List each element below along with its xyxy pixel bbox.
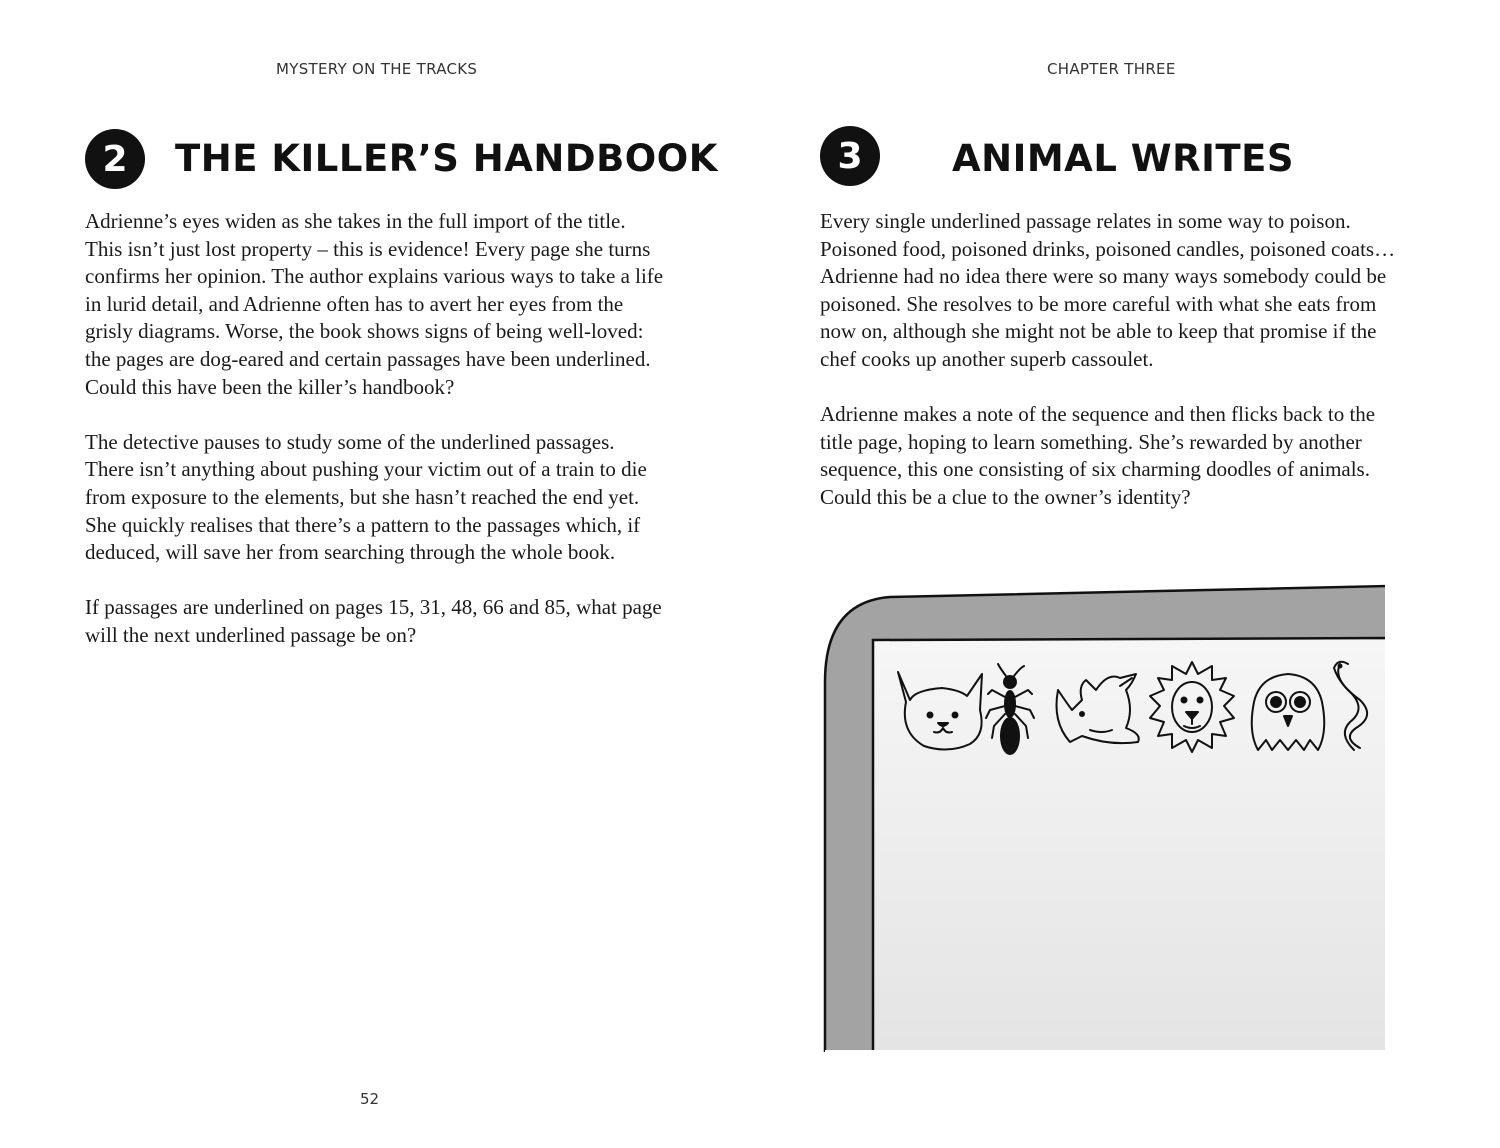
right-page [740,0,1500,1148]
paragraph: The detective pauses to study some of the underlined passages. There isn’t anything about pushing your victim out of a train to die from exposure to the elements, but she hasn’t reached the end yet. She quickly realises that there’s a pattern to the passages which, if deduced, will save her from searching through the whole book. [85,429,647,565]
left-page [0,0,740,1148]
body-text-right [820,208,1400,539]
page-number: 52 [360,1090,380,1108]
puzzle-number-badge: 2 [85,129,145,189]
running-head-left: MYSTERY ON THE TRACKS [276,60,478,78]
running-head-right: CHAPTER THREE [1047,60,1176,78]
puzzle-title: THE KILLER’S HANDBOOK [175,137,718,180]
paragraph: Every single underlined passage relates in some way to poison. Poisoned food, poisoned drinks, poisoned candles, poisoned coats… Adrienne had no idea there were so many ways somebody could be poisoned. She resolves to be more careful with what she eats from now on, although she might not be able to keep that promise if the chef cooks up another superb cassoulet. [820,209,1396,371]
paragraph-question: If passages are underlined on pages 15, 31, 48, 66 and 85, what page will the next underlined passage be on? [85,595,662,647]
body-text-left [85,208,665,677]
title-page-illustration [820,582,1390,1052]
paragraph: Adrienne makes a note of the sequence and then flicks back to the title page, hoping to learn something. She’s rewarded by another sequence, this one consisting of six charming doodles of animals. Could this be a clue to the owner’s identity? [820,402,1376,509]
puzzle-title: ANIMAL WRITES [952,137,1295,180]
puzzle-number-badge: 3 [820,126,880,186]
paragraph: Adrienne’s eyes widen as she takes in the full import of the title. This isn’t just lost property – this is evidence! Every page she turns confirms her opinion. The author explains various ways to take a life in lurid detail, and Adrienne often has to avert her eyes from the grisly diagrams. Worse, the book shows signs of being well-loved: the pages are dog-eared and certain passages have been underlined. Could this have been the killer’s handbook? [85,209,664,399]
